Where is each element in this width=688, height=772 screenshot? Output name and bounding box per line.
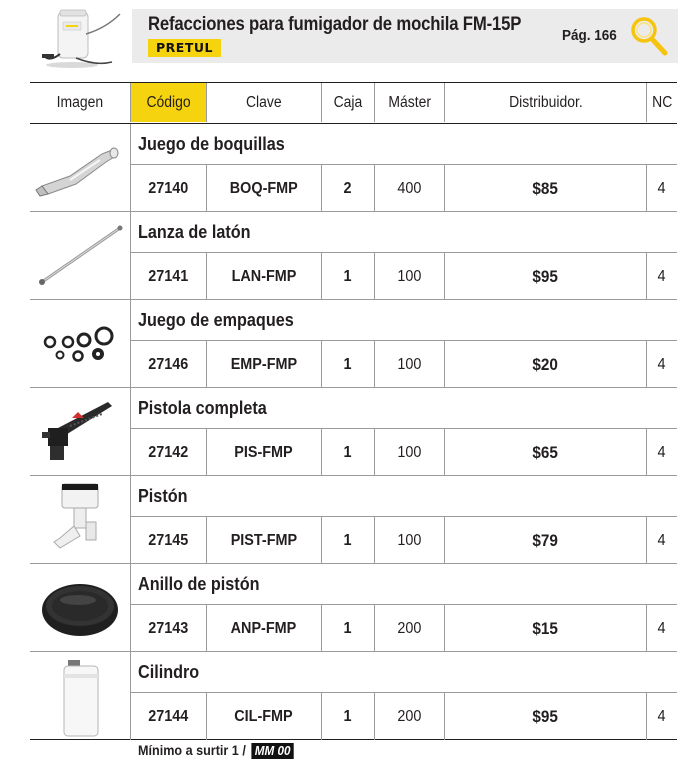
product-detail-row	[130, 604, 677, 652]
master-qty: 100	[396, 444, 422, 461]
table-row	[30, 300, 677, 388]
nc-value: 4	[657, 444, 666, 461]
box-qty: 1	[343, 620, 352, 637]
box-qty: 1	[343, 268, 352, 285]
table-row	[30, 124, 677, 212]
box-qty: 1	[343, 532, 352, 549]
product-name: Cilindro	[138, 662, 200, 682]
parts-table	[30, 82, 677, 762]
product-name: Lanza de latón	[138, 222, 251, 242]
column-header-master: Máster	[388, 94, 431, 111]
column-header-code: Código	[131, 83, 206, 122]
product-code: 27144	[147, 708, 189, 725]
minimum-note: Mínimo a surtir 1 / MM 00	[138, 742, 294, 759]
product-name: Juego de boquillas	[138, 134, 285, 154]
piston-ring-image	[30, 564, 130, 652]
column-header-image: Imagen	[56, 94, 104, 111]
master-qty: 200	[396, 708, 422, 725]
table-row	[30, 476, 677, 564]
page-title: Refacciones para fumigador de mochila FM-15P	[148, 14, 522, 35]
column-header-distributor: Distribuidor.	[508, 94, 583, 111]
product-detail-row	[130, 164, 677, 212]
nc-value: 4	[657, 532, 666, 549]
master-qty: 100	[396, 268, 422, 285]
brass-lance-image	[30, 212, 130, 300]
distributor-price: $85	[532, 179, 558, 198]
product-code: 27145	[147, 532, 189, 549]
product-key: CIL-FMP	[234, 708, 293, 725]
table-header	[30, 82, 677, 124]
box-qty: 2	[343, 180, 352, 197]
title-bar	[132, 9, 678, 63]
piston-image	[30, 476, 130, 564]
nc-value: 4	[657, 180, 666, 197]
product-code: 27141	[147, 268, 189, 285]
mm-badge: MM 00	[251, 743, 294, 759]
product-detail-row	[130, 692, 677, 740]
product-detail-row	[130, 340, 677, 388]
page-header	[0, 0, 688, 74]
product-key: ANP-FMP	[230, 620, 297, 637]
nc-value: 4	[657, 268, 666, 285]
master-qty: 200	[396, 620, 422, 637]
master-qty: 100	[396, 356, 422, 373]
table-row	[30, 388, 677, 476]
page-number: Pág. 166	[562, 27, 617, 44]
table-row	[30, 212, 677, 300]
product-code: 27146	[147, 356, 189, 373]
product-key: BOQ-FMP	[229, 180, 298, 197]
product-detail-row	[130, 428, 677, 476]
product-code: 27142	[147, 444, 189, 461]
product-detail-row	[130, 252, 677, 300]
master-qty: 400	[396, 180, 422, 197]
table-row	[30, 652, 677, 740]
minimum-note-row	[30, 740, 677, 762]
product-detail-row	[130, 516, 677, 564]
product-code: 27143	[147, 620, 189, 637]
product-name: Anillo de pistón	[138, 574, 260, 594]
nc-value: 4	[657, 620, 666, 637]
product-code: 27140	[147, 180, 189, 197]
distributor-price: $95	[532, 267, 558, 286]
product-name: Pistola completa	[138, 398, 267, 418]
nc-value: 4	[657, 708, 666, 725]
gasket-set-image	[30, 300, 130, 388]
product-name: Juego de empaques	[138, 310, 294, 330]
magnifier-icon	[629, 15, 669, 57]
column-header-nc: NC	[651, 94, 673, 111]
column-header-key: Clave	[246, 94, 282, 111]
product-key: PIST-FMP	[230, 532, 297, 549]
box-qty: 1	[343, 444, 352, 461]
column-header-box: Caja	[333, 94, 363, 111]
table-row	[30, 564, 677, 652]
cylinder-image	[30, 652, 130, 740]
product-key: LAN-FMP	[231, 268, 296, 285]
box-qty: 1	[343, 356, 352, 373]
brand-badge: PRETUL	[148, 39, 221, 57]
nc-value: 4	[657, 356, 666, 373]
distributor-price: $20	[532, 355, 558, 374]
product-key: PIS-FMP	[234, 444, 293, 461]
nozzle-set-image	[30, 124, 130, 212]
distributor-price: $79	[532, 531, 558, 550]
distributor-price: $15	[532, 619, 558, 638]
master-qty: 100	[396, 532, 422, 549]
distributor-price: $95	[532, 707, 558, 726]
product-key: EMP-FMP	[230, 356, 297, 373]
box-qty: 1	[343, 708, 352, 725]
spray-gun-image	[30, 388, 130, 476]
product-name: Pistón	[138, 486, 188, 506]
backpack-sprayer-image	[36, 4, 128, 70]
distributor-price: $65	[532, 443, 558, 462]
